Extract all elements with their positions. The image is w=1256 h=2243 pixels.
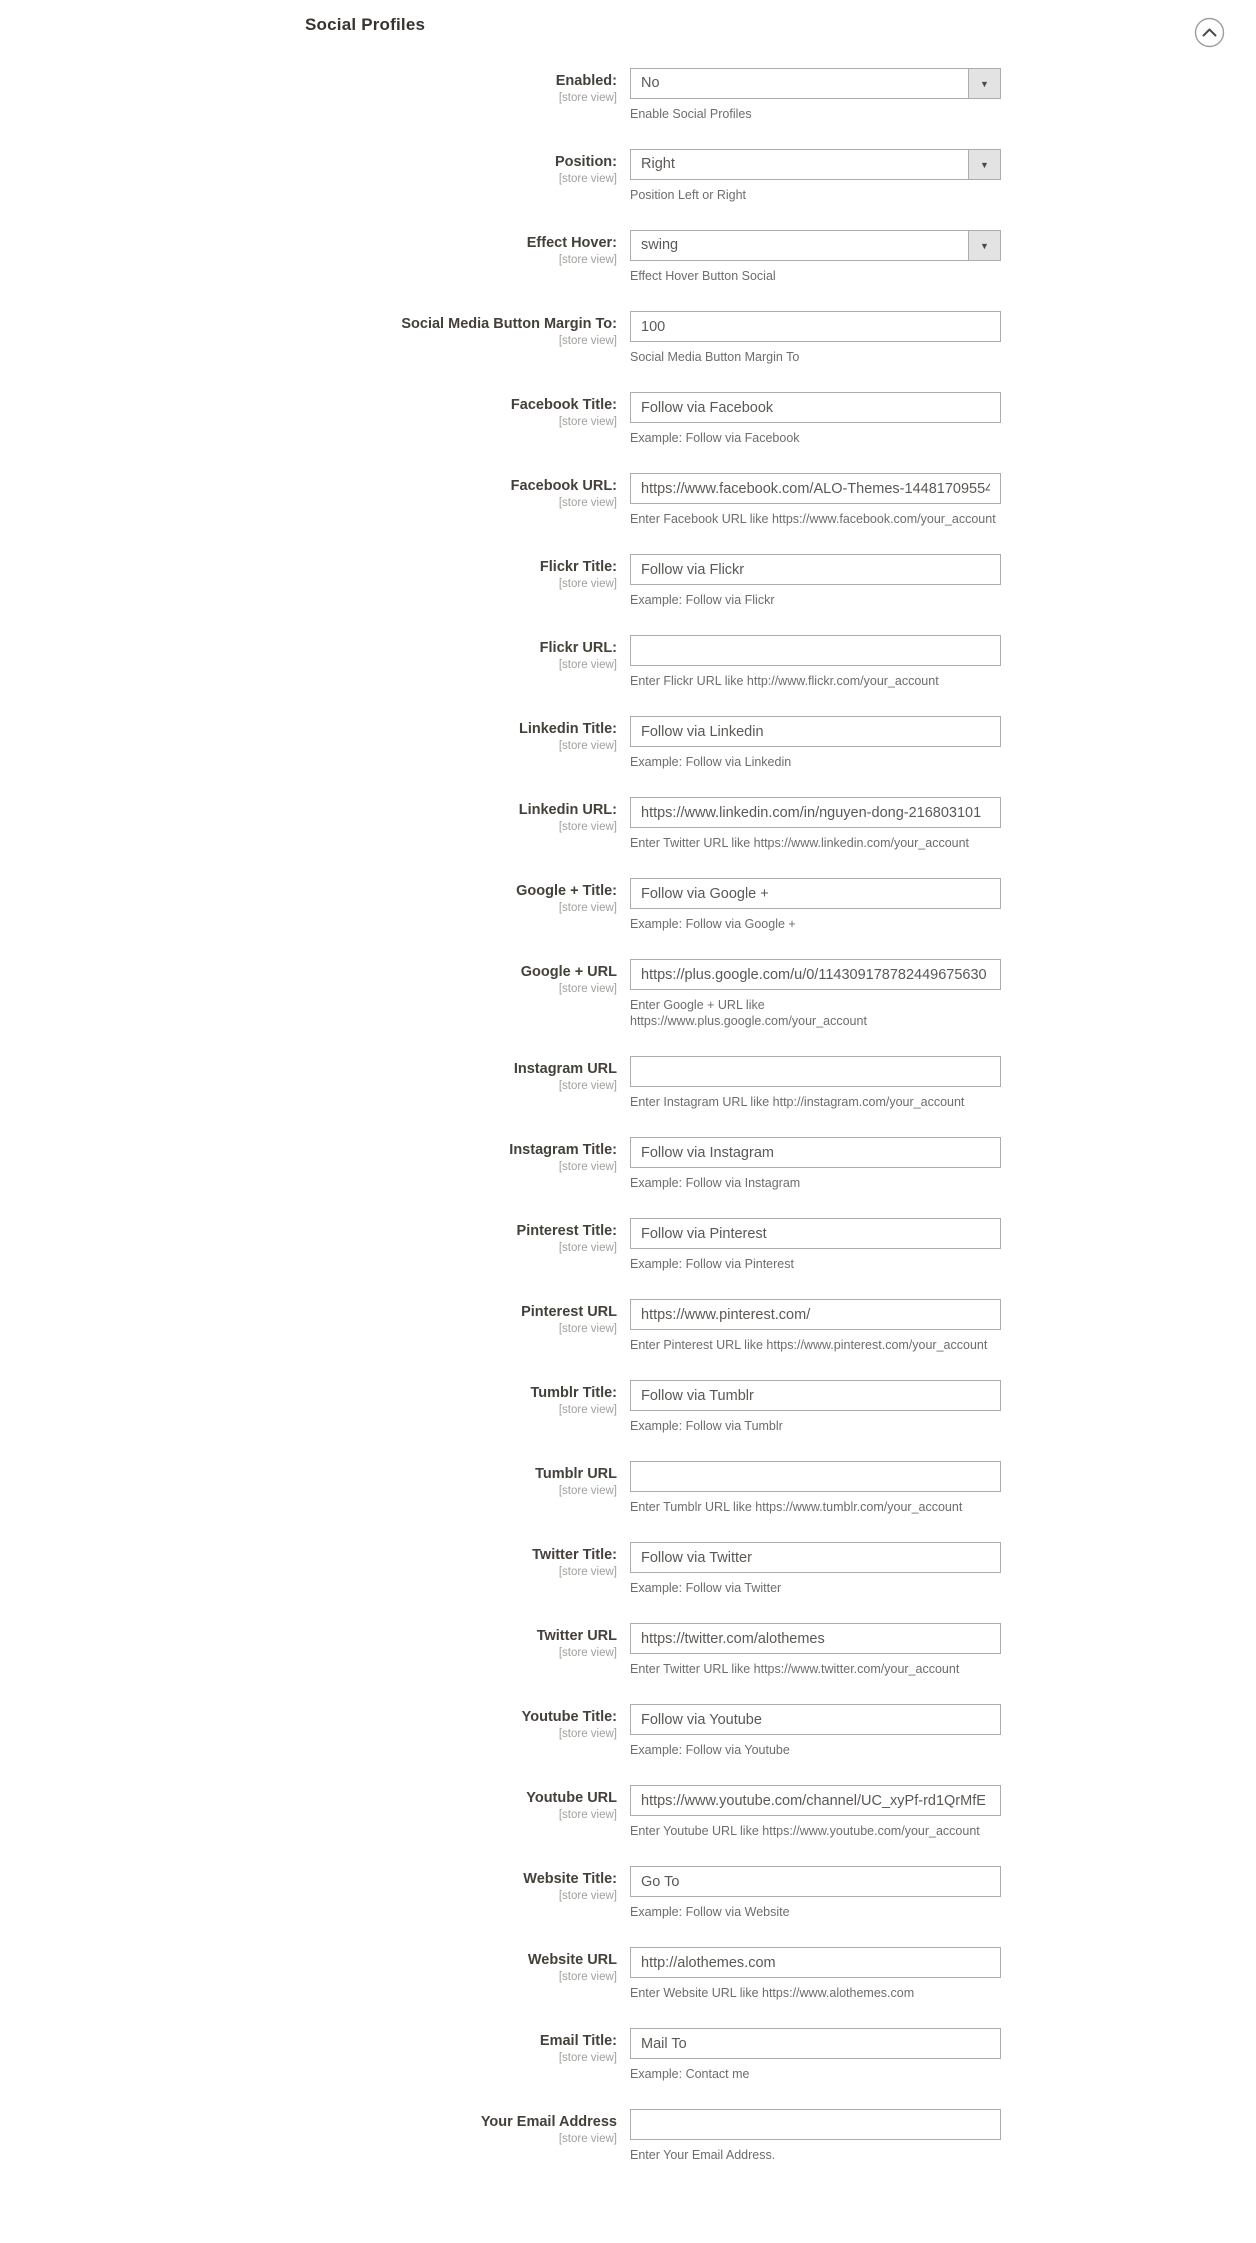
tumblr-title-label: Tumblr Title: <box>530 1385 617 1401</box>
collapse-section-button[interactable] <box>1194 17 1225 48</box>
email-address-note: Enter Your Email Address. <box>630 2148 776 2162</box>
website-url-scope: [store view] <box>558 1971 617 1983</box>
field-row-tumblr-url <box>0 1461 1256 1515</box>
enabled-note: Enable Social Profiles <box>630 107 752 121</box>
position-select-value: Right <box>641 156 675 172</box>
field-row-position <box>0 149 1256 203</box>
google-plus-url-note: Enter Google + URL like <box>630 998 765 1012</box>
pinterest-url-label: Pinterest URL <box>521 1304 617 1320</box>
effect-hover-note: Effect Hover Button Social <box>630 269 776 283</box>
pinterest-title-label: Pinterest Title: <box>516 1223 617 1239</box>
field-row-margin-to <box>0 311 1256 365</box>
instagram-url-note: Enter Instagram URL like http://instagram.com/your_account <box>630 1095 965 1109</box>
twitter-title-scope: [store view] <box>558 1566 617 1578</box>
google-plus-title-scope: [store view] <box>558 902 617 914</box>
google-plus-url-label: Google + URL <box>520 964 617 980</box>
website-title-scope: [store view] <box>558 1890 617 1902</box>
field-row-website-title <box>0 1866 1256 1920</box>
facebook-url-scope: [store view] <box>558 497 617 509</box>
pinterest-url-scope: [store view] <box>558 1323 617 1335</box>
linkedin-title-note: Example: Follow via Linkedin <box>630 755 792 769</box>
youtube-url-label: Youtube URL <box>526 1790 617 1806</box>
website-url-label: Website URL <box>527 1952 617 1968</box>
field-row-instagram-title <box>0 1137 1256 1191</box>
pinterest-url-note: Enter Pinterest URL like https://www.pinterest.com/your_account <box>630 1338 988 1352</box>
field-row-enabled <box>0 68 1256 122</box>
tumblr-title-scope: [store view] <box>558 1404 617 1416</box>
field-row-website-url <box>0 1947 1256 2001</box>
page-title: Social Profiles <box>305 15 426 34</box>
flickr-title-label: Flickr Title: <box>539 559 617 575</box>
linkedin-title-input[interactable] <box>630 716 1001 747</box>
position-note: Position Left or Right <box>630 188 747 202</box>
position-scope: [store view] <box>558 173 617 185</box>
twitter-url-label: Twitter URL <box>536 1628 617 1644</box>
youtube-url-note: Enter Youtube URL like https://www.youtube.com/your_account <box>630 1824 980 1838</box>
email-title-scope: [store view] <box>558 2052 617 2064</box>
field-row-pinterest-url <box>0 1299 1256 1353</box>
field-row-facebook-title <box>0 392 1256 446</box>
website-url-input[interactable] <box>630 1947 1001 1978</box>
effect-hover-select-value: swing <box>641 237 679 253</box>
facebook-url-label: Facebook URL: <box>510 478 617 494</box>
position-select[interactable] <box>630 149 1001 180</box>
field-row-instagram-url <box>0 1056 1256 1110</box>
twitter-url-input[interactable] <box>630 1623 1001 1654</box>
twitter-url-note: Enter Twitter URL like https://www.twitter.com/your_account <box>630 1662 960 1676</box>
field-row-youtube-title <box>0 1704 1256 1758</box>
enabled-select[interactable] <box>630 68 1001 99</box>
facebook-title-scope: [store view] <box>558 416 617 428</box>
website-title-note: Example: Follow via Website <box>630 1905 790 1919</box>
facebook-url-note: Enter Facebook URL like https://www.facebook.com/your_account <box>630 512 996 526</box>
instagram-url-scope: [store view] <box>558 1080 617 1092</box>
field-row-twitter-title <box>0 1542 1256 1596</box>
position-label: Position: <box>554 154 617 170</box>
google-plus-title-note: Example: Follow via Google + <box>630 917 796 931</box>
facebook-title-note: Example: Follow via Facebook <box>630 431 800 445</box>
field-row-facebook-url <box>0 473 1256 527</box>
google-plus-title-label: Google + Title: <box>516 883 617 899</box>
field-row-email-title <box>0 2028 1256 2082</box>
tumblr-title-input[interactable] <box>630 1380 1001 1411</box>
pinterest-url-input[interactable] <box>630 1299 1001 1330</box>
field-row-google-plus-title <box>0 878 1256 932</box>
facebook-title-input[interactable] <box>630 392 1001 423</box>
flickr-url-note: Enter Flickr URL like http://www.flickr.com/your_account <box>630 674 939 688</box>
flickr-url-label: Flickr URL: <box>539 640 617 656</box>
enabled-select-value: No <box>641 75 660 91</box>
pinterest-title-note: Example: Follow via Pinterest <box>630 1257 794 1271</box>
instagram-title-note: Example: Follow via Instagram <box>630 1176 801 1190</box>
margin-to-input[interactable] <box>630 311 1001 342</box>
chevron-down-icon[interactable]: ▼ <box>968 231 1000 260</box>
effect-hover-scope: [store view] <box>558 254 617 266</box>
twitter-title-input[interactable] <box>630 1542 1001 1573</box>
youtube-url-scope: [store view] <box>558 1809 617 1821</box>
website-url-note: Enter Website URL like https://www.alothemes.com <box>630 1986 915 2000</box>
field-row-flickr-title <box>0 554 1256 608</box>
flickr-title-scope: [store view] <box>558 578 617 590</box>
flickr-url-input[interactable] <box>630 635 1001 666</box>
linkedin-title-scope: [store view] <box>558 740 617 752</box>
enabled-label: Enabled: <box>555 73 617 89</box>
tumblr-url-input[interactable] <box>630 1461 1001 1492</box>
youtube-url-input[interactable] <box>630 1785 1001 1816</box>
linkedin-url-label: Linkedin URL: <box>518 802 617 818</box>
field-row-pinterest-title <box>0 1218 1256 1272</box>
linkedin-url-input[interactable] <box>630 797 1001 828</box>
linkedin-url-scope: [store view] <box>558 821 617 833</box>
youtube-title-label: Youtube Title: <box>521 1709 617 1725</box>
field-row-email-address <box>0 2109 1256 2163</box>
facebook-url-input[interactable] <box>630 473 1001 504</box>
instagram-url-input[interactable] <box>630 1056 1001 1087</box>
field-row-linkedin-url <box>0 797 1256 851</box>
chevron-down-icon[interactable]: ▼ <box>968 69 1000 98</box>
email-address-scope: [store view] <box>558 2133 617 2145</box>
google-plus-url-scope: [store view] <box>558 983 617 995</box>
flickr-title-input[interactable] <box>630 554 1001 585</box>
email-address-input[interactable] <box>630 2109 1001 2140</box>
tumblr-url-scope: [store view] <box>558 1485 617 1497</box>
youtube-title-scope: [store view] <box>558 1728 617 1740</box>
email-address-label: Your Email Address <box>480 2114 617 2130</box>
instagram-title-scope: [store view] <box>558 1161 617 1173</box>
field-row-tumblr-title <box>0 1380 1256 1434</box>
effect-hover-select[interactable] <box>630 230 1001 261</box>
twitter-title-note: Example: Follow via Twitter <box>630 1581 782 1595</box>
enabled-scope: [store view] <box>558 92 617 104</box>
instagram-title-label: Instagram Title: <box>509 1142 617 1158</box>
youtube-title-input[interactable] <box>630 1704 1001 1735</box>
instagram-url-label: Instagram URL <box>513 1061 617 1077</box>
chevron-down-icon[interactable]: ▼ <box>968 150 1000 179</box>
linkedin-title-label: Linkedin Title: <box>518 721 617 737</box>
facebook-title-label: Facebook Title: <box>510 397 617 413</box>
email-title-note: Example: Contact me <box>630 2067 750 2081</box>
flickr-url-scope: [store view] <box>558 659 617 671</box>
field-row-google-plus-url <box>0 959 1256 1029</box>
website-title-input[interactable] <box>630 1866 1001 1897</box>
margin-to-label: Social Media Button Margin To: <box>401 316 617 332</box>
field-row-effect-hover <box>0 230 1256 284</box>
section-header <box>0 0 1256 68</box>
pinterest-title-input[interactable] <box>630 1218 1001 1249</box>
margin-to-note: Social Media Button Margin To <box>630 350 800 364</box>
field-row-linkedin-title <box>0 716 1256 770</box>
twitter-title-label: Twitter Title: <box>532 1547 617 1563</box>
pinterest-title-scope: [store view] <box>558 1242 617 1254</box>
field-row-youtube-url <box>0 1785 1256 1839</box>
linkedin-url-note: Enter Twitter URL like https://www.linkedin.com/your_account <box>630 836 970 850</box>
google-plus-title-input[interactable] <box>630 878 1001 909</box>
tumblr-title-note: Example: Follow via Tumblr <box>630 1419 783 1433</box>
field-row-flickr-url <box>0 635 1256 689</box>
margin-to-scope: [store view] <box>558 335 617 347</box>
youtube-title-note: Example: Follow via Youtube <box>630 1743 790 1757</box>
tumblr-url-label: Tumblr URL <box>535 1466 617 1482</box>
email-title-input[interactable] <box>630 2028 1001 2059</box>
tumblr-url-note: Enter Tumblr URL like https://www.tumblr.com/your_account <box>630 1500 963 1514</box>
google-plus-url-note-line2: https://www.plus.google.com/your_account <box>630 1014 867 1028</box>
field-row-twitter-url <box>0 1623 1256 1677</box>
email-title-label: Email Title: <box>539 2033 617 2049</box>
flickr-title-note: Example: Follow via Flickr <box>630 593 775 607</box>
social-profiles-form <box>0 68 1256 2163</box>
twitter-url-scope: [store view] <box>558 1647 617 1659</box>
google-plus-url-input[interactable] <box>630 959 1001 990</box>
instagram-title-input[interactable] <box>630 1137 1001 1168</box>
chevron-up-circle-icon <box>1194 36 1225 51</box>
website-title-label: Website Title: <box>523 1871 617 1887</box>
effect-hover-label: Effect Hover: <box>526 235 617 251</box>
